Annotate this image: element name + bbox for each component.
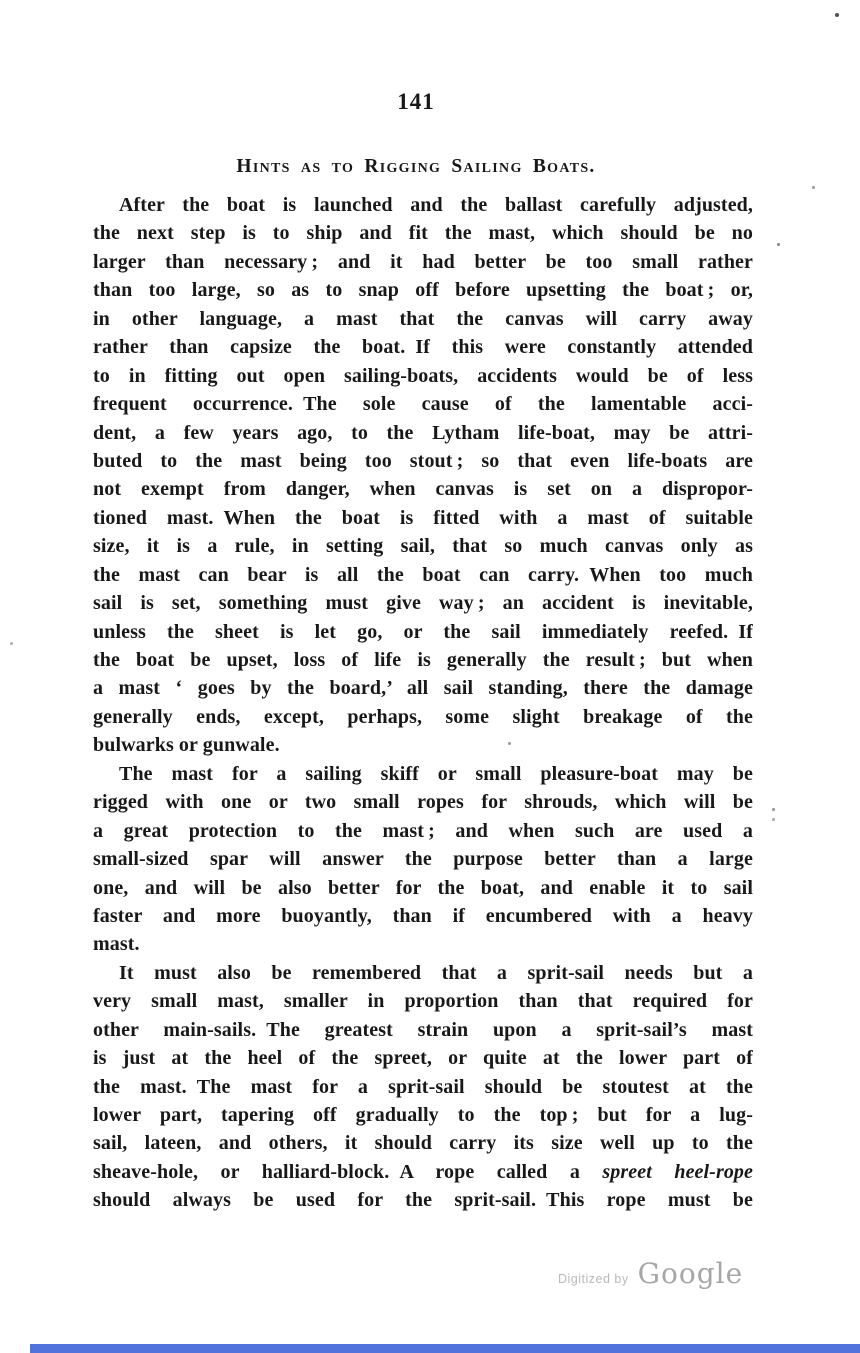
paragraph-3-line-7: sail, lateen, and others, it should carry its size well up to the xyxy=(93,1132,753,1155)
paragraph-3-line-1: It must also be remembered that a sprit-sail needs but a xyxy=(119,961,753,984)
paragraph-1-line-20: bulwarks or gunwale. xyxy=(93,734,280,757)
paragraph-3-line-4: is just at the heel of the spreet, or quite at the lower part of xyxy=(93,1047,753,1070)
paragraph-1-line-18: a mast ‘ goes by the board,’ all sail standing, there the damage xyxy=(93,677,753,700)
paragraph-1-line-11: not exempt from danger, when canvas is set on a dispropor- xyxy=(93,478,753,501)
paragraph-1-line-15: sail is set, something must give way ; an accident is inevitable, xyxy=(93,592,753,615)
paragraph-1-line-10: buted to the mast being too stout ; so that even life-boats are xyxy=(93,449,753,472)
paragraph-3-line-6: lower part, tapering off gradually to the top ; but for a lug- xyxy=(93,1104,753,1126)
scan-speck xyxy=(772,818,775,821)
scan-speck xyxy=(736,996,739,999)
paragraph-3-line-9: should always be used for the sprit-sail. This rope must be xyxy=(93,1189,753,1212)
line-text: sheave-hole, or halliard-block. A rope called a xyxy=(93,1160,603,1183)
paragraph-2-line-5: one, and will be also better for the boat, and enable it to sail xyxy=(93,876,753,899)
paragraph-1-line-4: than too large, so as to snap off before upsetting the boat ; or, xyxy=(93,279,753,302)
paragraph-2-line-7: mast. xyxy=(93,933,140,956)
paragraph-2-line-6: faster and more buoyantly, than if encumbered with a heavy xyxy=(93,904,753,927)
paragraph-1-line-14: the mast can bear is all the boat can carry. When too much xyxy=(93,563,753,586)
paragraph-1-line-17: the boat be upset, loss of life is generally the result ; but when xyxy=(93,649,753,671)
paragraph-1-line-2: the next step is to ship and fit the mast, which should be no xyxy=(93,222,753,245)
page-number: 141 xyxy=(397,89,435,114)
scan-speck xyxy=(777,243,780,246)
paragraph-1-line-6: rather than capsize the boat. If this were constantly attended xyxy=(93,336,753,359)
paragraph-3-line-5: the mast. The mast for a sprit-sail should be stoutest at the xyxy=(93,1075,753,1098)
paragraph-2-line-2: rigged with one or two small ropes for shrouds, which will be xyxy=(93,791,753,814)
footer-blue-bar xyxy=(30,1344,860,1353)
section-heading: Hints as to Rigging Sailing Boats. xyxy=(236,156,596,177)
paragraph-3-line-2: very small mast, smaller in proportion than that required for xyxy=(93,990,753,1013)
paragraph-1-line-7: to in fitting out open sailing-boats, accidents would be of less xyxy=(93,364,753,387)
paragraph-1-line-19: generally ends, except, perhaps, some slight breakage of the xyxy=(93,705,753,728)
paragraph-1-line-8: frequent occurrence. The sole cause of the lamentable acci- xyxy=(93,393,753,416)
scan-speck xyxy=(835,13,839,17)
paragraph-1-line-9: dent, a few years ago, to the Lytham life-boat, may be attri- xyxy=(93,421,753,444)
scan-speck xyxy=(812,186,815,189)
paragraph-1-line-16: unless the sheet is let go, or the sail immediately reefed. If xyxy=(93,620,753,643)
paragraph-1-line-1: After the boat is launched and the ballast carefully adjusted, xyxy=(119,194,753,216)
scan-speck xyxy=(508,742,511,745)
scan-speck xyxy=(772,808,775,811)
paragraph-1-line-5: in other language, a mast that the canvas will carry away xyxy=(93,307,753,330)
digitized-watermark xyxy=(558,1257,744,1290)
body-text xyxy=(93,191,753,1215)
paragraph-1-line-12: tioned mast. When the boat is fitted with a mast of suitable xyxy=(93,506,753,529)
google-logo: Google xyxy=(637,1257,744,1290)
paragraph-1-line-3: larger than necessary ; and it had better be too small rather xyxy=(93,250,753,273)
paragraph-3-line-8 xyxy=(93,1158,753,1186)
paragraph-2-line-1: The mast for a sailing skiff or small pleasure-boat may be xyxy=(119,762,753,785)
scan-speck xyxy=(10,642,13,645)
paragraph-3-line-3: other main-sails. The greatest strain upon a sprit-sail’s mast xyxy=(93,1018,753,1041)
digitized-by-label: Digitized by xyxy=(558,1272,629,1286)
paragraph-2-line-3: a great protection to the mast ; and when such are used a xyxy=(93,819,753,842)
paragraph-1-line-13: size, it is a rule, in setting sail, that so much canvas only as xyxy=(93,535,753,558)
italic-term: spreet heel-rope xyxy=(602,1160,753,1183)
paragraph-2-line-4: small-sized spar will answer the purpose better than a large xyxy=(93,848,753,871)
